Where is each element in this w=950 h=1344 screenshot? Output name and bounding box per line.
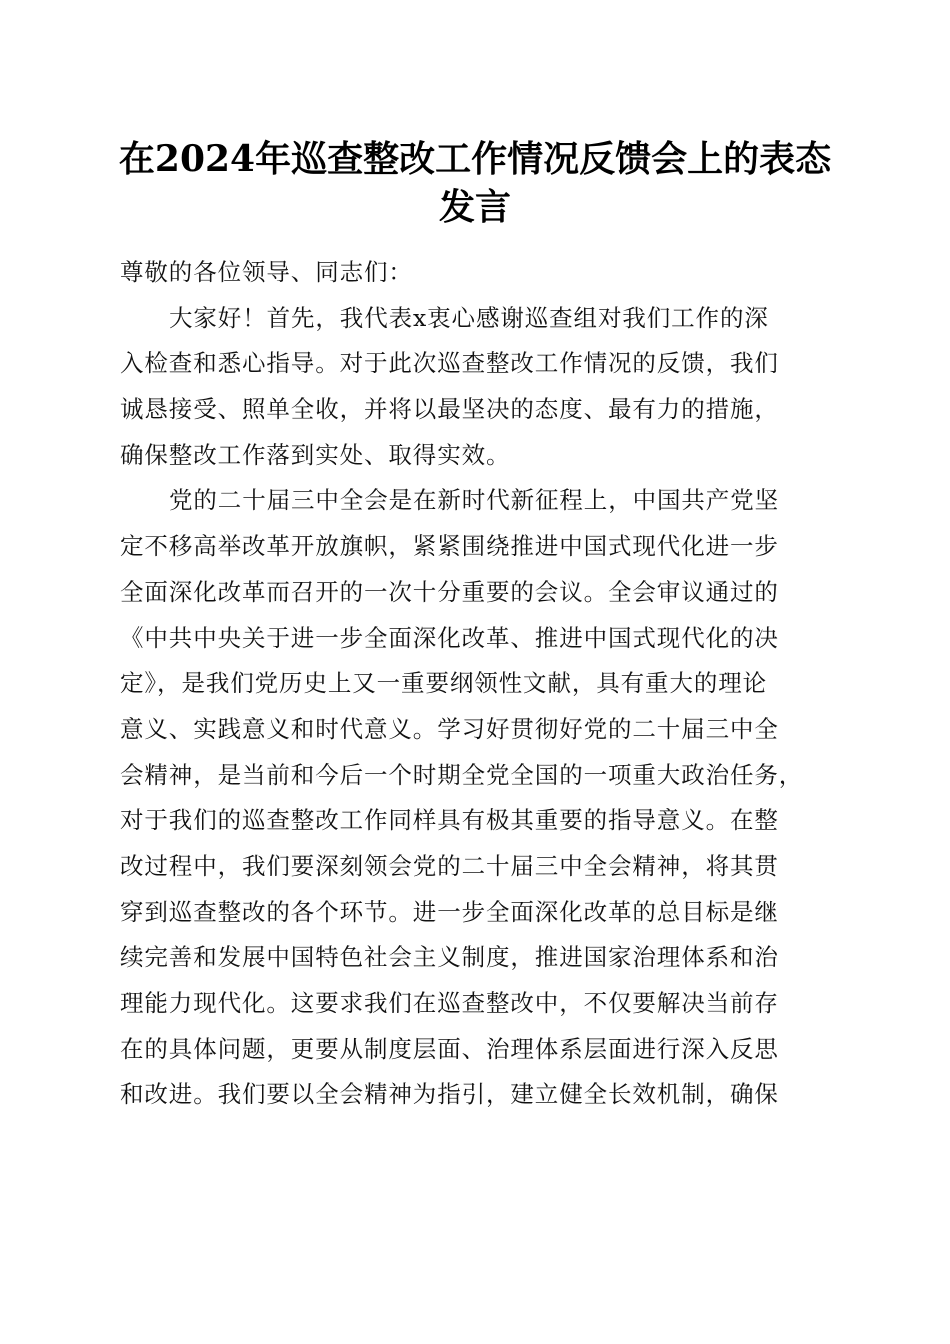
- paragraph-line: 理能力现代化。这要求我们在巡查整改中，不仅要解决当前存: [120, 989, 779, 1017]
- paragraph-line: 《中共中央关于进一步全面深化改革、推进中国式现代化的决: [120, 623, 779, 652]
- title-line-2: 发言: [438, 186, 511, 228]
- paragraph-line: 在的具体问题，更要从制度层面、治理体系层面进行深入反思: [120, 1034, 779, 1063]
- paragraph-line: 改过程中，我们要深刻领会党的二十届三中全会精神，将其贯: [120, 851, 779, 880]
- paragraph-line: 对于我们的巡查整改工作同样具有极其重要的指导意义。在整: [120, 806, 779, 835]
- paragraph-1: [120, 296, 830, 479]
- paragraph-line: 确保整改工作落到实处、取得实效。: [120, 440, 511, 469]
- paragraph-line: 续完善和发展中国特色社会主义制度，推进国家治理体系和治: [120, 943, 779, 972]
- paragraph-line: 穿到巡查整改的各个环节。进一步全面深化改革的总目标是继: [120, 897, 779, 926]
- paragraph-2: [120, 478, 830, 1118]
- paragraph-line: 诚恳接受、照单全收，并将以最坚决的态度、最有力的措施，: [120, 395, 779, 424]
- paragraph-line: 会精神，是当前和今后一个时期全党全国的一项重大政治任务，: [120, 760, 804, 789]
- paragraph-line: 定不移高举改革开放旗帜，紧紧围绕推进中国式现代化进一步: [120, 532, 779, 561]
- document-body: [120, 250, 830, 1118]
- paragraph-line: 入检查和悉心指导。对于此次巡查整改工作情况的反馈，我们: [120, 349, 779, 378]
- paragraph-line: 和改进。我们要以全会精神为指引，建立健全长效机制，确保: [120, 1080, 779, 1109]
- paragraph-line: 意义、实践意义和时代意义。学习好贯彻好党的二十届三中全: [120, 714, 779, 743]
- paragraph-line: 全面深化改革而召开的一次十分重要的会议。全会审议通过的: [120, 577, 779, 606]
- document-title: [100, 135, 850, 231]
- paragraph-line: 大家好！首先，我代表x衷心感谢巡查组对我们工作的深: [169, 303, 769, 332]
- title-line-1: 在2024年巡查整改工作情况反馈会上的表态: [118, 138, 832, 180]
- paragraph-line: 定》，是我们党历史上又一重要纲领性文献，具有重大的理论: [120, 669, 768, 698]
- paragraph-line: 党的二十届三中全会是在新时代新征程上，中国共产党坚: [169, 486, 779, 515]
- salutation: 尊敬的各位领导、同志们：: [120, 258, 413, 286]
